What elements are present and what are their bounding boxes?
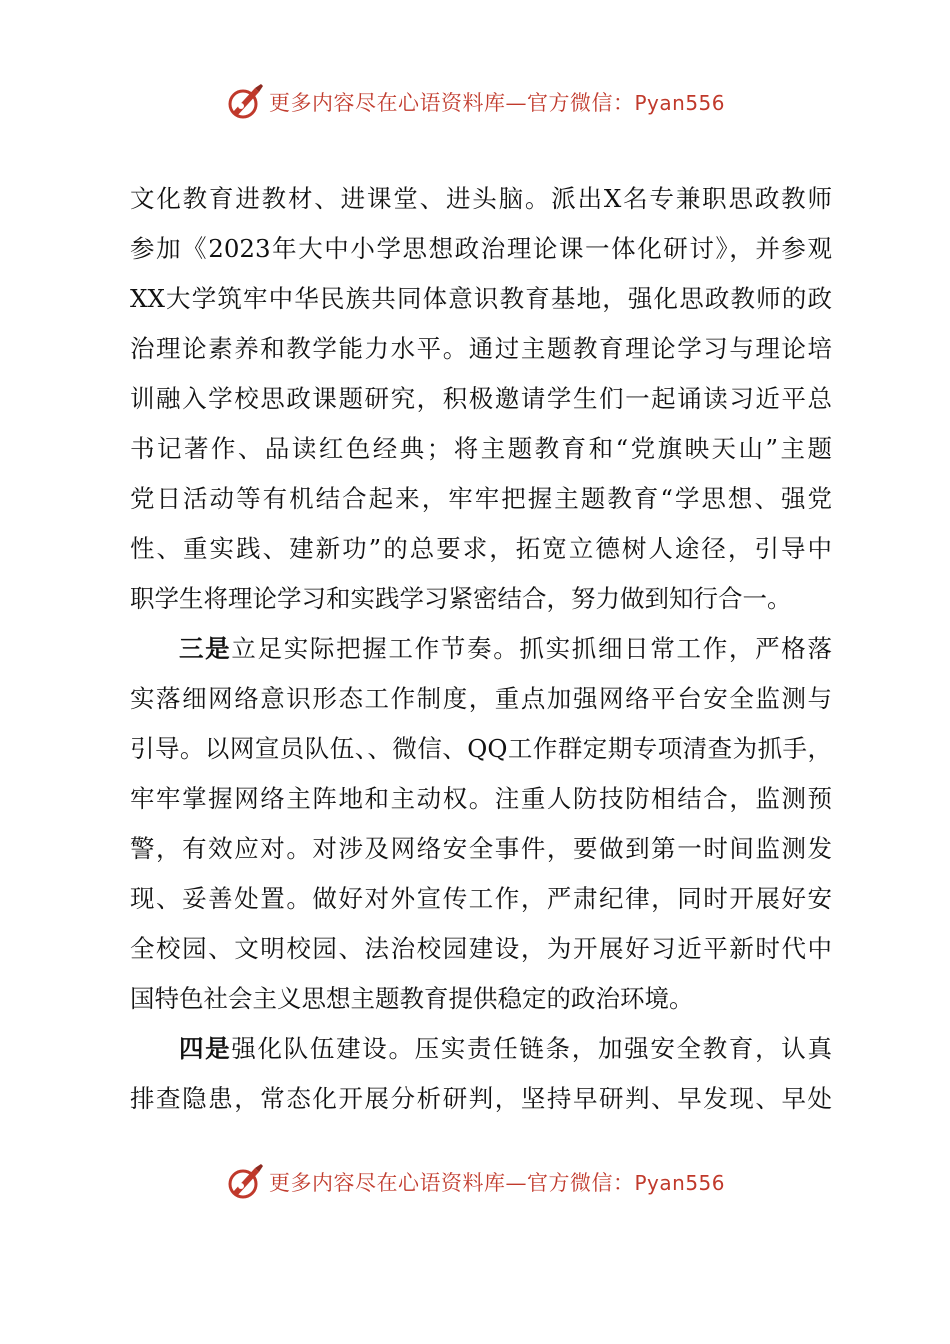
text-line: 现、妥善处置。做好对外宣传工作，严肃纪律，同时开展好安 — [130, 884, 832, 913]
pen-logo-icon — [225, 1162, 265, 1202]
banner-handle: Pyan556 — [634, 1171, 725, 1195]
text-line: 训融入学校思政课题研究，积极邀请学生们一起诵读习近平总 — [130, 384, 832, 413]
text-line: 职学生将理论学习和实践学习紧密结合，努力做到知行合一。 — [130, 584, 792, 613]
footer-banner — [0, 1160, 950, 1204]
paragraph-lead: 三是 — [179, 634, 232, 663]
paragraph — [130, 1024, 832, 1124]
text-line: 国特色社会主义思想主题教育提供稳定的政治环境。 — [130, 984, 694, 1013]
text-line: XX大学筑牢中华民族共同体意识教育基地，强化思政教师的政 — [130, 284, 832, 313]
banner-text: 更多内容尽在心语资料库—官方微信： — [268, 1171, 635, 1195]
header-banner — [0, 80, 950, 124]
paragraph — [130, 174, 832, 624]
banner-text: 更多内容尽在心语资料库—官方微信： — [268, 91, 635, 115]
text-span: 强化队伍建设。压实责任链条，加强安全教育，认真 — [231, 1034, 832, 1063]
banner-handle: Pyan556 — [634, 91, 725, 115]
text-line: 参加《2023年大中小学思想政治理论课一体化研讨》，并参观 — [130, 234, 832, 263]
text-line — [130, 624, 832, 674]
text-line: 书记著作、品读红色经典；将主题教育和“党旗映天山”主题 — [130, 434, 832, 463]
paragraph-lead: 四是 — [179, 1034, 232, 1063]
paragraph — [130, 624, 832, 1024]
text-line: 文化教育进教材、进课堂、进头脑。派出X名专兼职思政教师 — [130, 184, 832, 213]
text-line — [130, 1024, 832, 1074]
text-span: 立足实际把握工作节奏。抓实抓细日常工作，严格落 — [231, 634, 832, 663]
document-body — [130, 174, 832, 1124]
text-line: 引导。以网宣员队伍、、微信、QQ工作群定期专项清查为抓手， — [130, 734, 832, 763]
text-line: 警，有效应对。对涉及网络安全事件，要做到第一时间监测发 — [130, 834, 832, 863]
text-line: 党日活动等有机结合起来，牢牢把握主题教育“学思想、强党 — [130, 484, 832, 513]
text-line: 全校园、文明校园、法治校园建设，为开展好习近平新时代中 — [130, 934, 832, 963]
text-line: 牢牢掌握网络主阵地和主动权。注重人防技防相结合，监测预 — [130, 784, 832, 813]
text-line: 治理论素养和教学能力水平。通过主题教育理论学习与理论培 — [130, 334, 832, 363]
text-line: 性、重实践、建新功”的总要求，拓宽立德树人途径，引导中 — [130, 534, 832, 563]
pen-logo-icon — [225, 82, 265, 122]
text-line: 实落细网络意识形态工作制度，重点加强网络平台安全监测与 — [130, 684, 832, 713]
text-line: 排查隐患，常态化开展分析研判，坚持早研判、早发现、早处 — [130, 1084, 832, 1113]
